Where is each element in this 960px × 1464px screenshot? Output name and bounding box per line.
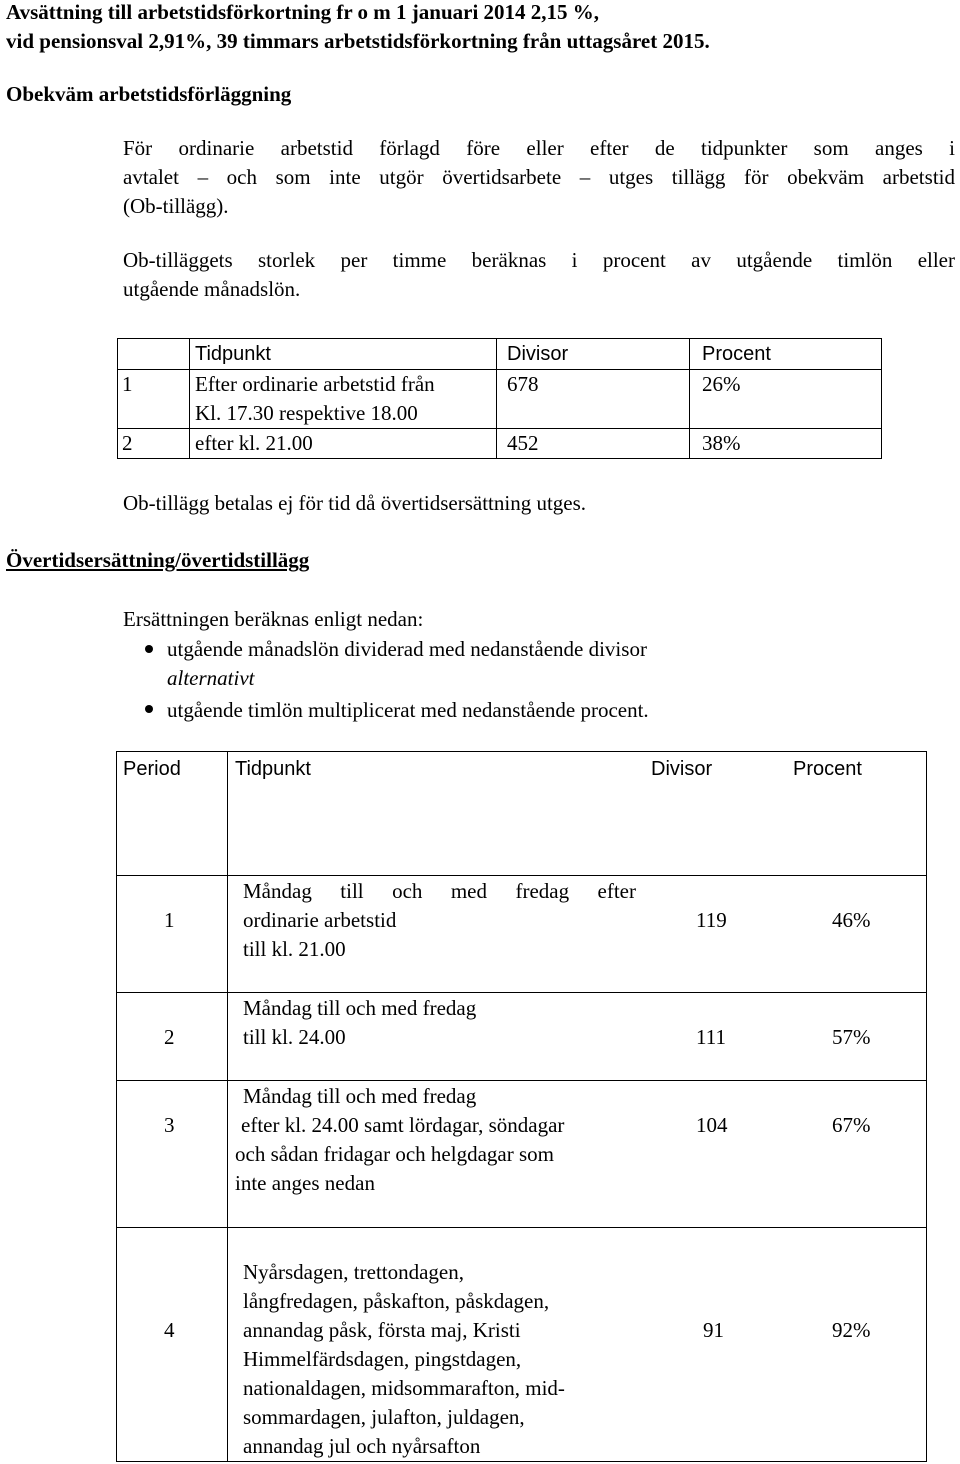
ot-row4-divisor: 91 bbox=[703, 1318, 724, 1342]
table-row bbox=[118, 429, 882, 459]
ob-row1-num: 1 bbox=[118, 370, 190, 429]
ot-row2-procent: 57% bbox=[832, 1025, 871, 1049]
ob-row1-tid-1: Efter ordinarie arbetstid från bbox=[195, 372, 435, 396]
ot-row3-procent: 67% bbox=[832, 1113, 871, 1137]
ob-header-procent: Procent bbox=[702, 343, 771, 365]
ot-row1-period: 1 bbox=[164, 908, 175, 932]
ob-note: Ob-tillägg betalas ej för tid då övertidsersättning utges. bbox=[123, 491, 587, 515]
ot-bullet-1: utgående månadslön dividerad med nedanstående divisor bbox=[167, 637, 647, 661]
ob-para1-line1: För ordinarie arbetstid förlagd före eller efter de tidpunkter som anges i bbox=[123, 136, 955, 160]
ot-row2-divisor: 111 bbox=[696, 1025, 726, 1049]
ot-table bbox=[116, 751, 927, 1462]
ob-para2-line2: utgående månadslön. bbox=[123, 277, 301, 301]
ot-intro: Ersättningen beräknas enligt nedan: bbox=[123, 607, 424, 631]
ot-row2-line2: till kl. 24.00 bbox=[243, 1025, 346, 1049]
ot-row2-line1: Måndag till och med fredag bbox=[243, 996, 477, 1020]
ot-row1-line2: ordinarie arbetstid bbox=[243, 908, 397, 932]
ot-row1-procent: 46% bbox=[832, 908, 871, 932]
ot-alternativt: alternativt bbox=[167, 666, 255, 690]
ot-row4-line3: annandag påsk, första maj, Kristi bbox=[243, 1318, 521, 1342]
ob-row1-tid-2: Kl. 17.30 respektive 18.00 bbox=[195, 401, 418, 425]
ob-para2-line1: Ob-tilläggets storlek per timme beräknas i procent av utgående timlön eller bbox=[123, 248, 955, 272]
ob-row1-divisor: 678 bbox=[497, 370, 690, 429]
ob-table-header bbox=[118, 339, 882, 370]
ot-header-tidpunkt: Tidpunkt bbox=[235, 758, 311, 780]
ob-row2-divisor: 452 bbox=[497, 429, 690, 459]
intro-line-2: vid pensionsval 2,91%, 39 timmars arbetstidsförkortning från uttagsåret 2015. bbox=[6, 29, 710, 53]
ot-header-procent: Procent bbox=[793, 758, 862, 780]
ot-row3-line1: Måndag till och med fredag bbox=[243, 1084, 477, 1108]
ot-row3-line4: inte anges nedan bbox=[235, 1171, 375, 1195]
ot-row3-divisor: 104 bbox=[696, 1113, 728, 1137]
ot-header-period: Period bbox=[123, 758, 181, 780]
ob-row2-num: 2 bbox=[118, 429, 190, 459]
ot-row1-line3: till kl. 21.00 bbox=[243, 937, 346, 961]
ot-row3-line2: efter kl. 24.00 samt lördagar, söndagar bbox=[241, 1113, 565, 1137]
ob-table bbox=[117, 338, 882, 459]
ob-row2-tid: efter kl. 21.00 bbox=[190, 429, 497, 459]
intro-line-1: Avsättning till arbetstidsförkortning fr o m 1 januari 2014 2,15 %, bbox=[6, 0, 600, 24]
ob-header-divisor: Divisor bbox=[507, 343, 569, 365]
ob-para1-line2: avtalet – och som inte utgör övertidsarbete – utges tillägg för obekväm arbetstid bbox=[123, 165, 955, 189]
ot-row2-period: 2 bbox=[164, 1025, 175, 1049]
ob-row2-procent: 38% bbox=[690, 429, 882, 459]
ot-row4-line5: nationaldagen, midsommarafton, mid- bbox=[243, 1376, 565, 1400]
bullet-icon bbox=[145, 705, 153, 713]
ot-row3-period: 3 bbox=[164, 1113, 175, 1137]
ob-row1-procent: 26% bbox=[690, 370, 882, 429]
ob-para1-line3: (Ob-tillägg). bbox=[123, 194, 229, 218]
ot-row4-line4: Himmelfärdsdagen, pingstdagen, bbox=[243, 1347, 522, 1371]
ob-heading: Obekväm arbetstidsförläggning bbox=[6, 82, 292, 106]
ot-row1-divisor: 119 bbox=[696, 908, 727, 932]
ot-header-divisor: Divisor bbox=[651, 758, 713, 780]
ob-header-tidpunkt: Tidpunkt bbox=[195, 343, 271, 365]
ot-bullet-2: utgående timlön multiplicerat med nedanstående procent. bbox=[167, 698, 649, 722]
table-row bbox=[118, 370, 882, 429]
ot-row1-line1: Måndag till och med fredag efter bbox=[243, 879, 636, 903]
ot-row3-line3: och sådan fridagar och helgdagar som bbox=[235, 1142, 554, 1166]
ot-row4-line7: annandag jul och nyårsafton bbox=[243, 1434, 481, 1458]
ot-heading: Övertidsersättning/övertidstillägg bbox=[6, 548, 310, 572]
ot-row4-procent: 92% bbox=[832, 1318, 871, 1342]
bullet-icon bbox=[145, 645, 153, 653]
ot-row4-line1: Nyårsdagen, trettondagen, bbox=[243, 1260, 465, 1284]
ot-row4-line2: långfredagen, påskafton, påskdagen, bbox=[243, 1289, 550, 1313]
ot-row4-line6: sommardagen, julafton, juldagen, bbox=[243, 1405, 525, 1429]
ot-row4-period: 4 bbox=[164, 1318, 175, 1342]
